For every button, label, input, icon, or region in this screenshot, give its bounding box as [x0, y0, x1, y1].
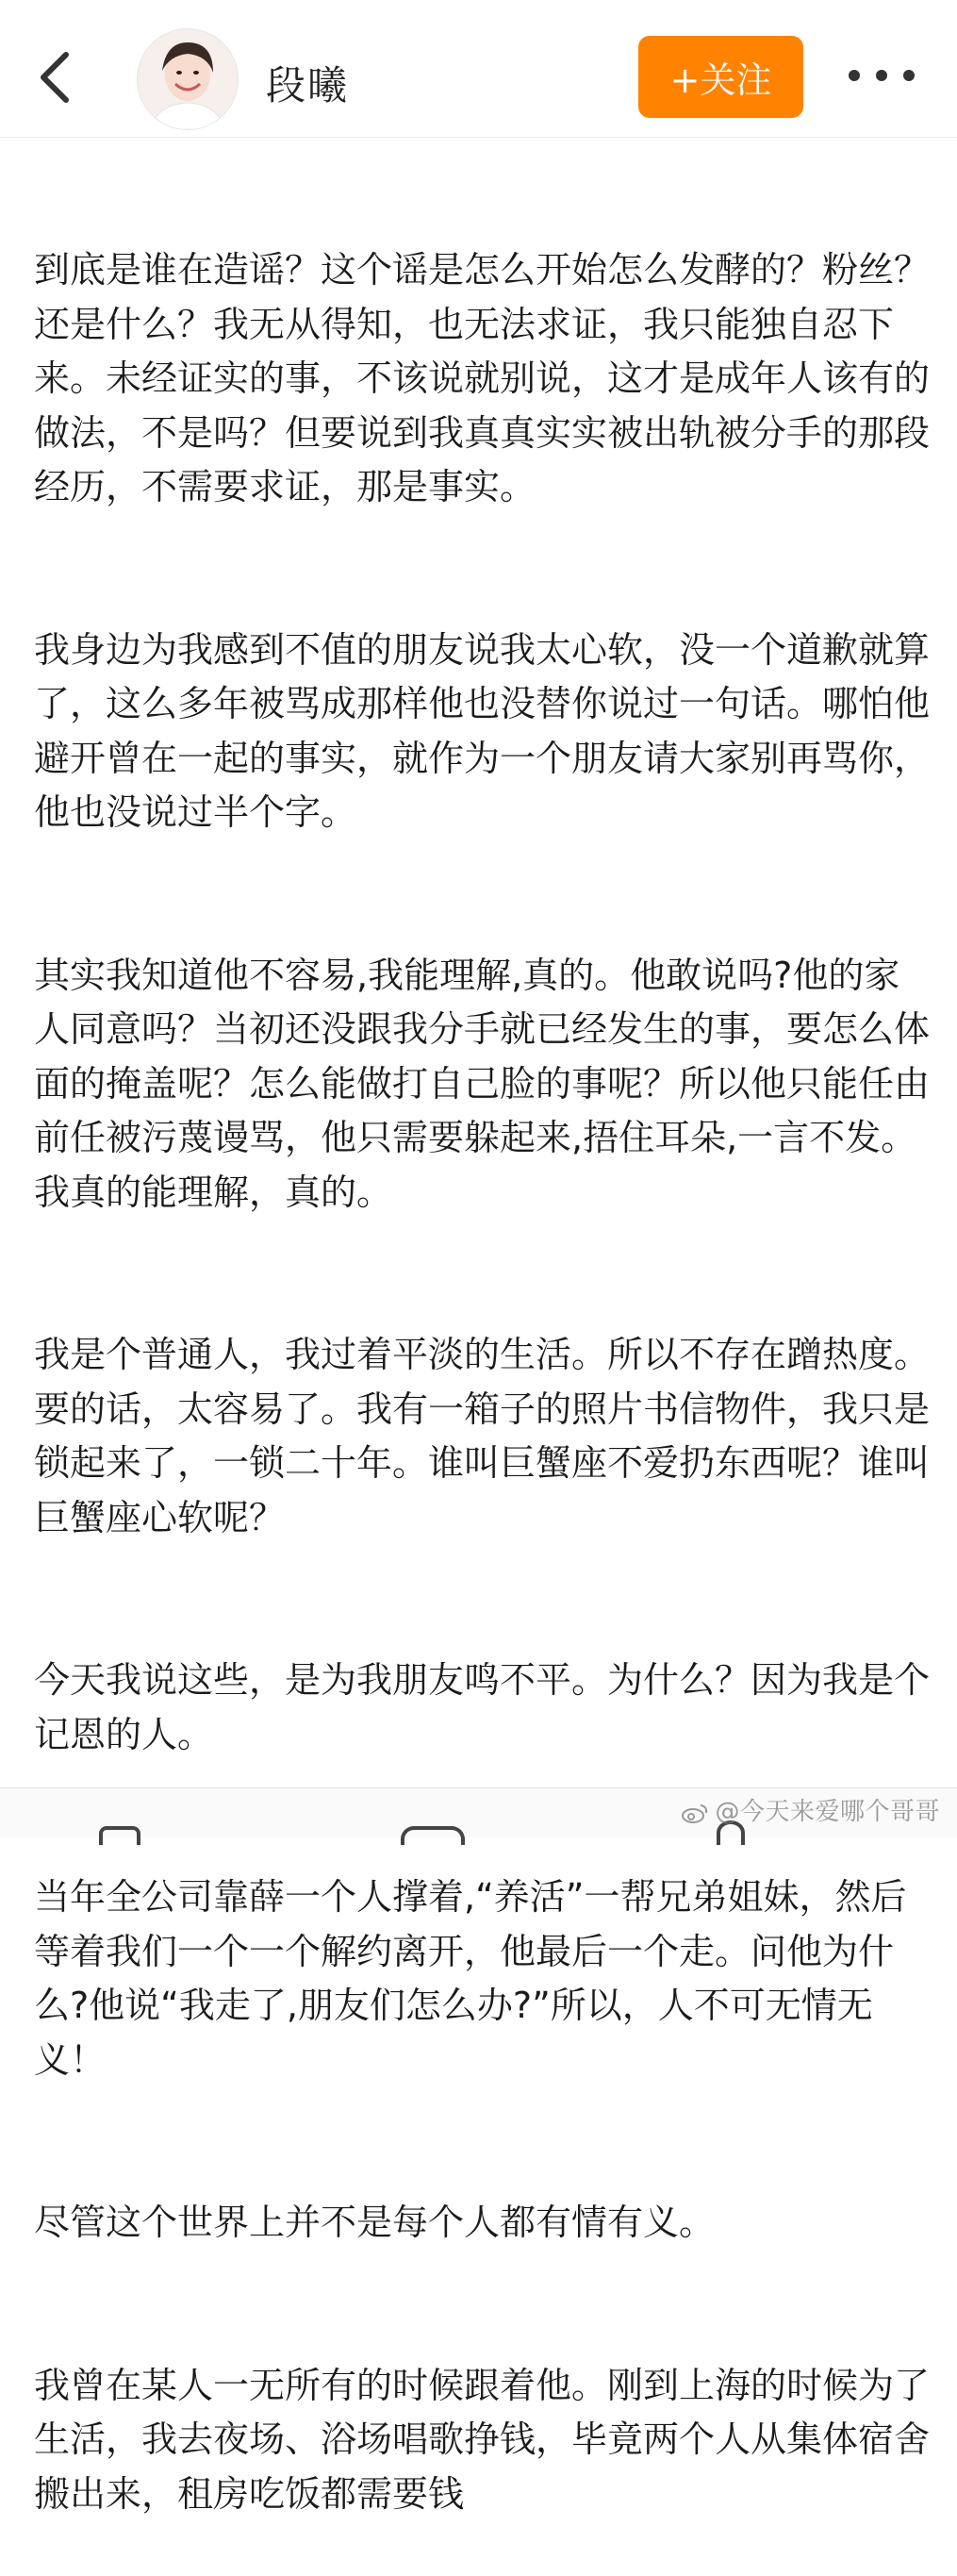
paragraph: 尽管这个世界上并不是每个人都有情有义。 — [34, 2202, 716, 2243]
user-avatar — [138, 29, 238, 129]
article-body — [34, 135, 930, 2576]
more-button[interactable] — [849, 57, 915, 94]
tab-icon[interactable] — [99, 1826, 140, 1845]
more-dots-icon — [903, 70, 915, 81]
chevron-left-icon — [36, 49, 74, 106]
watermark-text: @今天来爱哪个哥哥 — [715, 1798, 940, 1826]
paragraph: 当年全公司靠薛一个人撑着,“养活”一帮兄弟姐妹，然后等着我们一个一个解约离开，他最后一个走。问他为什么?他说“我走了,朋友们怎么办?”所以，人不可无情无义！ — [34, 1876, 907, 2081]
tab-icon[interactable] — [401, 1826, 465, 1845]
paragraph: 到底是谁在造谣？这个谣是怎么开始怎么发酵的？粉丝？还是什么？我无从得知，也无法求证，我只能独自忍下来。未经证实的事，不该说就别说，这才是成年人该有的做法，不是吗？但要说到我真真实实被出轨被分手的那段经历，不需要求证，那是事实。 — [34, 249, 931, 507]
paragraph: 其实我知道他不容易,我能理解,真的。他敢说吗?他的家人同意吗？当初还没跟我分手就已经发生的事，要怎么体面的掩盖呢？怎么能做打自己脸的事呢？所以他只能任由前任被污蔑谩骂，他只需要躲起来,捂住耳朵,一言不发。我真的能理解，真的。 — [34, 954, 931, 1213]
top-bar — [0, 0, 957, 138]
paragraph: 今天我说这些，是为我朋友鸣不平。为什么？因为我是个记恩的人。 — [34, 1659, 931, 1755]
weibo-logo-icon — [681, 1802, 709, 1824]
watermark — [681, 1792, 940, 1827]
follow-button[interactable]: +关注 — [638, 36, 803, 118]
more-dots-icon — [876, 70, 887, 81]
more-dots-icon — [849, 70, 860, 81]
paragraph: 我曾在某人一无所有的时候跟着他。刚到上海的时候为了生活，我去夜场、浴场唱歌挣钱，毕竟两个人从集体宿舍搬出来，租房吃饭都需要钱 — [34, 2364, 931, 2515]
paragraph: 我是个普通人，我过着平淡的生活。所以不存在蹭热度。要的话，太容易了。我有一箱子的照片书信物件，我只是锁起来了，一锁二十年。谁叫巨蟹座不爱扔东西呢？谁叫巨蟹座心软呢？ — [34, 1334, 931, 1538]
avatar[interactable] — [137, 28, 239, 130]
paragraph: 我身边为我感到不值的朋友说我太心软，没一个道歉就算了，这么多年被骂成那样他也没替你说过一句话。哪怕他避开曾在一起的事实，就作为一个朋友请大家别再骂你，他也没说过半个字。 — [34, 628, 931, 833]
back-button[interactable] — [26, 36, 83, 119]
username[interactable]: 段曦 — [266, 62, 350, 108]
